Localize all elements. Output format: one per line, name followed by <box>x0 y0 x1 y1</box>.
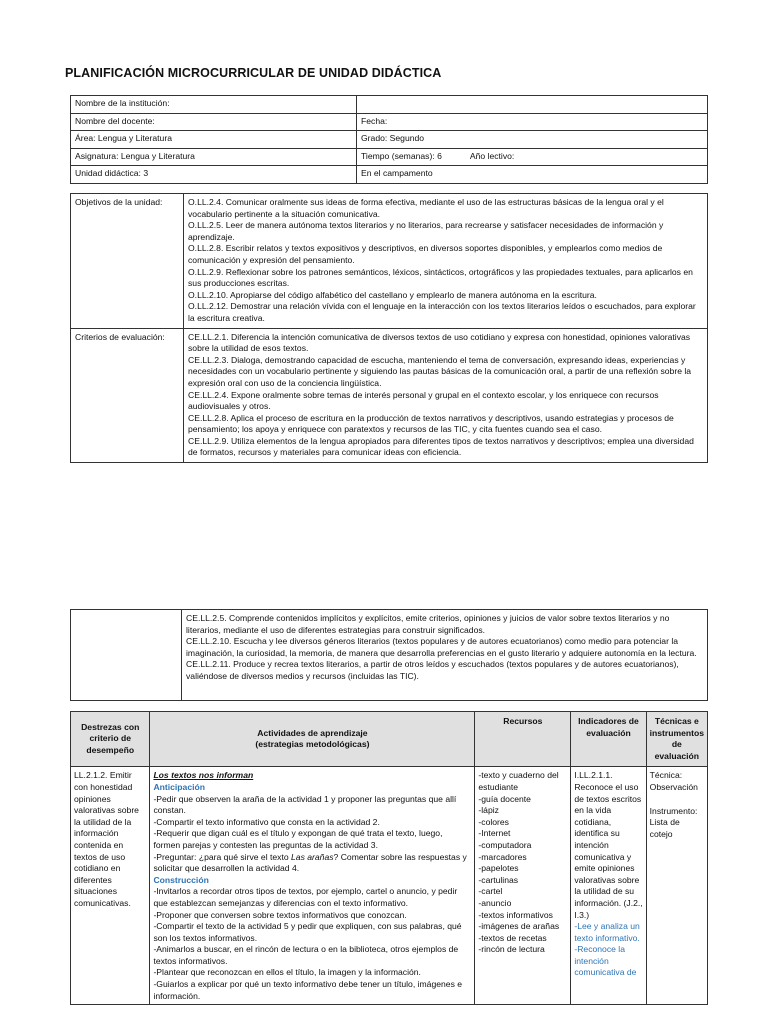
resource-item: -marcadores <box>478 851 527 862</box>
ask-title: Las arañas <box>291 851 334 862</box>
resource-item: -anuncio <box>478 897 512 908</box>
resource-item: -rincón de lectura <box>478 944 545 955</box>
date-cell: Fecha: <box>357 113 708 131</box>
school-year-text: Año lectivo: <box>469 150 515 161</box>
indicators-cell <box>571 767 646 1005</box>
indicator-text: I.LL.2.1.1. Reconoce el uso de textos escritos en la vida cotidiana, identifica su intención comunicativa y emite opiniones valorativas sobre la utilidad de su información. (J.2., I.3.) <box>574 770 643 920</box>
time-cell <box>357 148 708 166</box>
resource-item: -papelotes <box>478 863 519 874</box>
objective-item: O.LL.2.4. Comunicar oralmente sus ideas de forma efectiva, mediante el uso de las estructuras básicas de la lengua oral y el vocabulario pertinente a la situación comunicativa. <box>188 197 664 219</box>
topic-heading: Los textos nos informan <box>153 770 254 781</box>
subject-cell: Asignatura: Lengua y Literatura <box>71 148 357 166</box>
resource-item: -lápiz <box>478 805 499 816</box>
header-indicadores: Indicadores de evaluación <box>571 712 646 767</box>
criterion-item: CE.LL.2.5. Comprende contenidos implícitos y explícitos, emite criterios, opiniones y juicios de valor sobre textos literarios y no literarios, mediante el uso de diferentes estrategias para construir significados. <box>186 613 670 635</box>
resource-item: -computadora <box>478 839 532 850</box>
area-cell: Área: Lengua y Literatura <box>71 131 357 149</box>
activity-line: -Plantear que reconozcan en ellos el título, la imagen y la información. <box>153 967 421 978</box>
criterion-item: CE.LL.2.4. Expone oralmente sobre temas de interés personal y grupal en el contexto escolar, y los enriquece con recursos audiovisuales y otros. <box>188 389 659 412</box>
activity-line: -Proponer que conversen sobre textos informativos que conozcan. <box>153 909 407 920</box>
techniques-cell <box>646 767 707 1005</box>
indicator-blue-2: -Reconoce la intención comunicativa de <box>574 944 637 978</box>
criterion-item: CE.LL.2.9. Utiliza elementos de la lengua apropiados para diferentes tipos de textos narrativos y descriptivos; emplea una diversidad de formatos, recursos y materiales para comunicar ideas con eficiencia. <box>188 435 694 458</box>
institution-cell: Nombre de la institución: <box>71 96 357 114</box>
spacer <box>650 794 704 806</box>
ask-prefix: -Preguntar: ¿para qué sirve el texto <box>153 851 292 862</box>
ask-suffix: ? Comentar sobre las respuestas y solicitar que desarrollen la actividad 4. <box>153 851 467 874</box>
objective-item: O.LL.2.8. Escribir relatos y textos expositivos y descriptivos, en diversos soportes disponibles, y emplearlos como medios de comunicación y expresión del pensamiento. <box>188 243 663 265</box>
header-actividades-line2: (estrategias metodológicas) <box>255 739 370 750</box>
objective-item: O.LL.2.5. Leer de manera autónoma textos literarios y no literarios, para recrearse y satisfacer necesidades de información y aprendizaje. <box>188 220 664 242</box>
objectives-criteria-table <box>70 193 708 463</box>
activities-table <box>70 711 708 1005</box>
technique-label: Técnica: <box>649 770 683 781</box>
activity-line: -Compartir el texto de la actividad 5 y pedir que expliquen, con sus palabras, qué son los textos informativos. <box>153 921 462 943</box>
resource-item: -textos de recetas <box>478 932 547 943</box>
criteria-continuation-cell <box>182 610 708 701</box>
objective-item: O.LL.2.9. Reflexionar sobre los patrones semánticos, léxicos, sintácticos, ortográficos y las propiedades textuales, para aplicarlos en sus producciones escritas. <box>188 266 693 289</box>
header-tecnicas: Técnicas e instrumentos de evaluación <box>646 712 707 767</box>
header-actividades <box>150 712 475 767</box>
criterion-item: CE.LL.2.10. Escucha y lee diversos géneros literarios (textos populares y de autores ecuatorianos) como medio para potenciar la imaginación, la curiosidad, la memoria, de manera que desarrolla preferencias en el gusto literario y adquiere autonomía en la lectura. <box>186 636 697 658</box>
grade-cell: Grado: Segundo <box>357 131 708 149</box>
resource-item: -texto y cuaderno del estudiante <box>478 770 559 792</box>
header-recursos: Recursos <box>475 712 571 767</box>
page-title: PLANIFICACIÓN MICROCURRICULAR DE UNIDAD DIDÁCTICA <box>65 66 442 80</box>
objective-item: O.LL.2.10. Apropiarse del código alfabético del castellano y emplearlo de manera autónoma en la escritura. <box>188 289 597 300</box>
teacher-cell: Nombre del docente: <box>71 113 357 131</box>
criterion-item: CE.LL.2.3. Dialoga, demostrando capacidad de escucha, manteniendo el tema de conversación, expresando ideas, experiencias y necesidades con un vocabulario pertinente y siguiendo las pautas básicas de la comunicación oral, a partir de una reflexión sobre la expresión oral con uso de la conciencia lingüística. <box>188 354 692 388</box>
activity-line: -Invitarlos a recordar otros tipos de textos, por ejemplo, cartel o anuncio, y pedir que establezcan semejanzas y diferencias con el texto informativo. <box>153 886 458 908</box>
header-actividades-line1: Actividades de aprendizaje <box>257 727 368 738</box>
resources-cell <box>475 767 571 1005</box>
resource-item: -cartel <box>478 886 503 897</box>
institution-value-cell <box>357 96 708 114</box>
activity-line: -Guiarlos a explicar por qué un texto informativo debe tener un título, imágenes e información. <box>153 979 463 1001</box>
objective-item: O.LL.2.12. Demostrar una relación vívida con el lenguaje en la interacción con los textos literarios leídos o escuchados, para explorar la escritura creativa. <box>188 301 696 323</box>
instrument-value: Lista de cotejo <box>649 817 680 839</box>
criteria-cell <box>184 328 708 463</box>
objectives-cell <box>184 194 708 329</box>
objectives-label: Objetivos de la unidad: <box>71 194 184 329</box>
header-destrezas: Destrezas con criterio de desempeño <box>71 712 150 767</box>
unit-cell: Unidad didáctica: 3 <box>71 166 357 184</box>
indicator-blue-1: -Lee y analiza un texto informativo. <box>574 921 640 943</box>
instrument-label: Instrumento: <box>649 805 698 816</box>
resource-item: -colores <box>478 816 509 827</box>
destreza-cell: LL.2.1.2. Emitir con honestidad opiniones valorativas sobre la utilidad de la información contenida en textos de uso cotidiano en diferentes situaciones comunicativas. <box>71 767 150 1005</box>
criteria-continuation-table <box>70 609 708 701</box>
activity-line: -Pedir que observen la araña de la actividad 1 y proponer las preguntas que allí constan. <box>153 793 457 816</box>
resource-item: -cartulinas <box>478 874 519 885</box>
activity-line: -Compartir el texto informativo que consta en la actividad 2. <box>153 816 380 827</box>
resource-item: -guía docente <box>478 793 531 804</box>
resource-item: -imágenes de arañas <box>478 921 560 932</box>
activity-line <box>153 852 471 875</box>
resource-item: -textos informativos <box>478 909 553 920</box>
section-construccion: Construcción <box>153 874 209 885</box>
criterion-item: CE.LL.2.8. Aplica el proceso de escritura en la producción de textos narrativos y descriptivos, usando estrategias y procesos de pensamiento; los apoya y enriquece con paratextos y recursos de las TIC, y cita fuentes cuando sea el caso. <box>188 412 674 435</box>
unit-name-cell: En el campamento <box>357 166 708 184</box>
criteria-continuation-label <box>71 610 182 701</box>
info-table <box>70 95 708 184</box>
weeks-text: Tiempo (semanas): 6 <box>361 150 442 161</box>
technique-value: Observación <box>649 781 698 792</box>
criterion-item: CE.LL.2.1. Diferencia la intención comunicativa de diversos textos de uso cotidiano y expresa con honestidad, opiniones valorativas sobre la utilidad de esos textos. <box>188 331 691 354</box>
activities-cell <box>150 767 475 1005</box>
criterion-item: CE.LL.2.11. Produce y recrea textos literarios, a partir de otros leídos y escuchados (textos populares y de autores ecuatorianos), valiéndose de diversos medios y recursos (incluidas las TIC). <box>186 659 679 681</box>
criteria-label: Criterios de evaluación: <box>71 328 184 463</box>
resource-item: -Internet <box>478 828 511 839</box>
activity-line: -Animarlos a buscar, en el rincón de lectura o en la biblioteca, otros ejemplos de textos informativos. <box>153 944 459 966</box>
activity-line: -Requerir que digan cuál es el título y expongan de qué trata el texto, luego, formen parejas y contesten las preguntas de la actividad 3. <box>153 828 443 850</box>
section-anticipacion: Anticipación <box>153 781 206 792</box>
